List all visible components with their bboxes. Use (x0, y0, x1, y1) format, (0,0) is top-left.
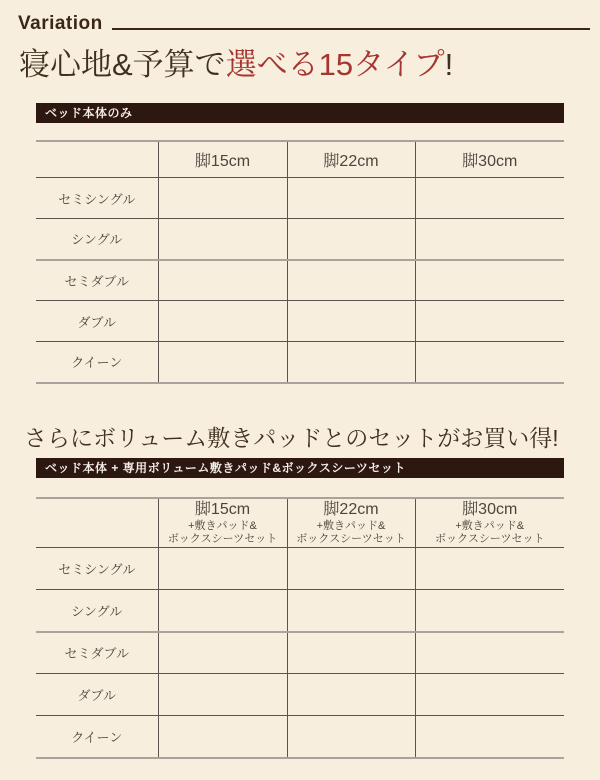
row-label-double: ダブル (36, 674, 158, 716)
set-header-row (36, 498, 564, 548)
page-title (19, 42, 453, 88)
variant-cell (287, 219, 415, 260)
table-title-bar-bed-only: ベッド本体のみ (36, 103, 564, 123)
upsell-heading: さらにボリューム敷きパッドとのセットがお買い得! (24, 425, 559, 451)
row-label-queen: クイーン (36, 716, 158, 758)
variant-cell (287, 342, 415, 383)
table-row (36, 674, 564, 716)
table-title-bar-set: ベッド本体 + 専用ボリューム敷きパッド&ボックスシーツセット (36, 458, 564, 478)
row-label-single: シングル (36, 219, 158, 260)
table-row (36, 301, 564, 342)
column-header-sub2: ボックスシーツセット (296, 533, 406, 545)
variant-cell (287, 674, 415, 716)
table-row (36, 632, 564, 674)
variant-cell (415, 342, 564, 383)
variant-cell (287, 632, 415, 674)
row-label-semi-double: セミダブル (36, 632, 158, 674)
variant-cell (415, 632, 564, 674)
variant-cell (415, 301, 564, 342)
column-header-size: 脚30cm (462, 501, 518, 518)
column-header-size: 脚22cm (323, 501, 379, 518)
page-title-red: 選べる15タイプ (225, 47, 445, 82)
column-header-leg-30cm-set (415, 498, 564, 548)
variant-cell (287, 548, 415, 590)
column-header-leg-22cm: 脚22cm (287, 141, 415, 178)
variant-cell (158, 548, 287, 590)
variant-cell (287, 716, 415, 758)
column-header-leg-30cm: 脚30cm (415, 141, 564, 178)
variant-cell (415, 260, 564, 301)
table-row (36, 178, 564, 219)
variant-cell (158, 301, 287, 342)
page-title-exclamation: ! (444, 47, 454, 82)
column-header-sub2: ボックスシーツセット (435, 533, 545, 545)
row-label-semi-double: セミダブル (36, 260, 158, 301)
column-header-sub1: +敷きパッド& (188, 520, 257, 532)
table-row (36, 219, 564, 260)
variant-cell (287, 301, 415, 342)
page-title-brown: 寝心地&予算で (19, 47, 226, 82)
variant-cell (415, 548, 564, 590)
table-row (36, 590, 564, 632)
variant-cell (287, 590, 415, 632)
variant-cell (158, 342, 287, 383)
row-label-semi-single: セミシングル (36, 178, 158, 219)
row-label-queen: クイーン (36, 342, 158, 383)
variant-cell (415, 219, 564, 260)
column-header-leg-15cm-set (158, 498, 287, 548)
variant-cell (415, 590, 564, 632)
column-header-size: 脚15cm (194, 501, 251, 518)
bed-only-header-row (36, 141, 564, 178)
table-row (36, 342, 564, 383)
row-label-semi-single: セミシングル (36, 548, 158, 590)
variation-eyebrow: Variation (18, 13, 103, 34)
variant-cell (158, 178, 287, 219)
row-label-double: ダブル (36, 301, 158, 342)
variant-cell (158, 716, 287, 758)
variant-cell (158, 219, 287, 260)
corner-cell (36, 141, 158, 178)
table-row (36, 548, 564, 590)
column-header-leg-15cm: 脚15cm (158, 141, 287, 178)
column-header-sub1: +敷きパッド& (455, 520, 525, 532)
variant-cell (158, 632, 287, 674)
column-header-sub1: +敷きパッド& (316, 520, 386, 532)
eyebrow-divider-line (112, 28, 590, 30)
set-table (36, 497, 564, 759)
variant-cell (287, 178, 415, 219)
variant-cell (415, 716, 564, 758)
variant-cell (158, 590, 287, 632)
variant-cell (287, 260, 415, 301)
bed-only-table (36, 140, 564, 384)
variant-cell (158, 674, 287, 716)
table-row (36, 260, 564, 301)
column-header-sub2: ボックスシーツセット (167, 533, 278, 545)
table-row (36, 716, 564, 758)
variant-cell (158, 260, 287, 301)
variant-cell (415, 674, 564, 716)
column-header-leg-22cm-set (287, 498, 415, 548)
row-label-single: シングル (36, 590, 158, 632)
variant-cell (415, 178, 564, 219)
corner-cell (36, 498, 158, 548)
